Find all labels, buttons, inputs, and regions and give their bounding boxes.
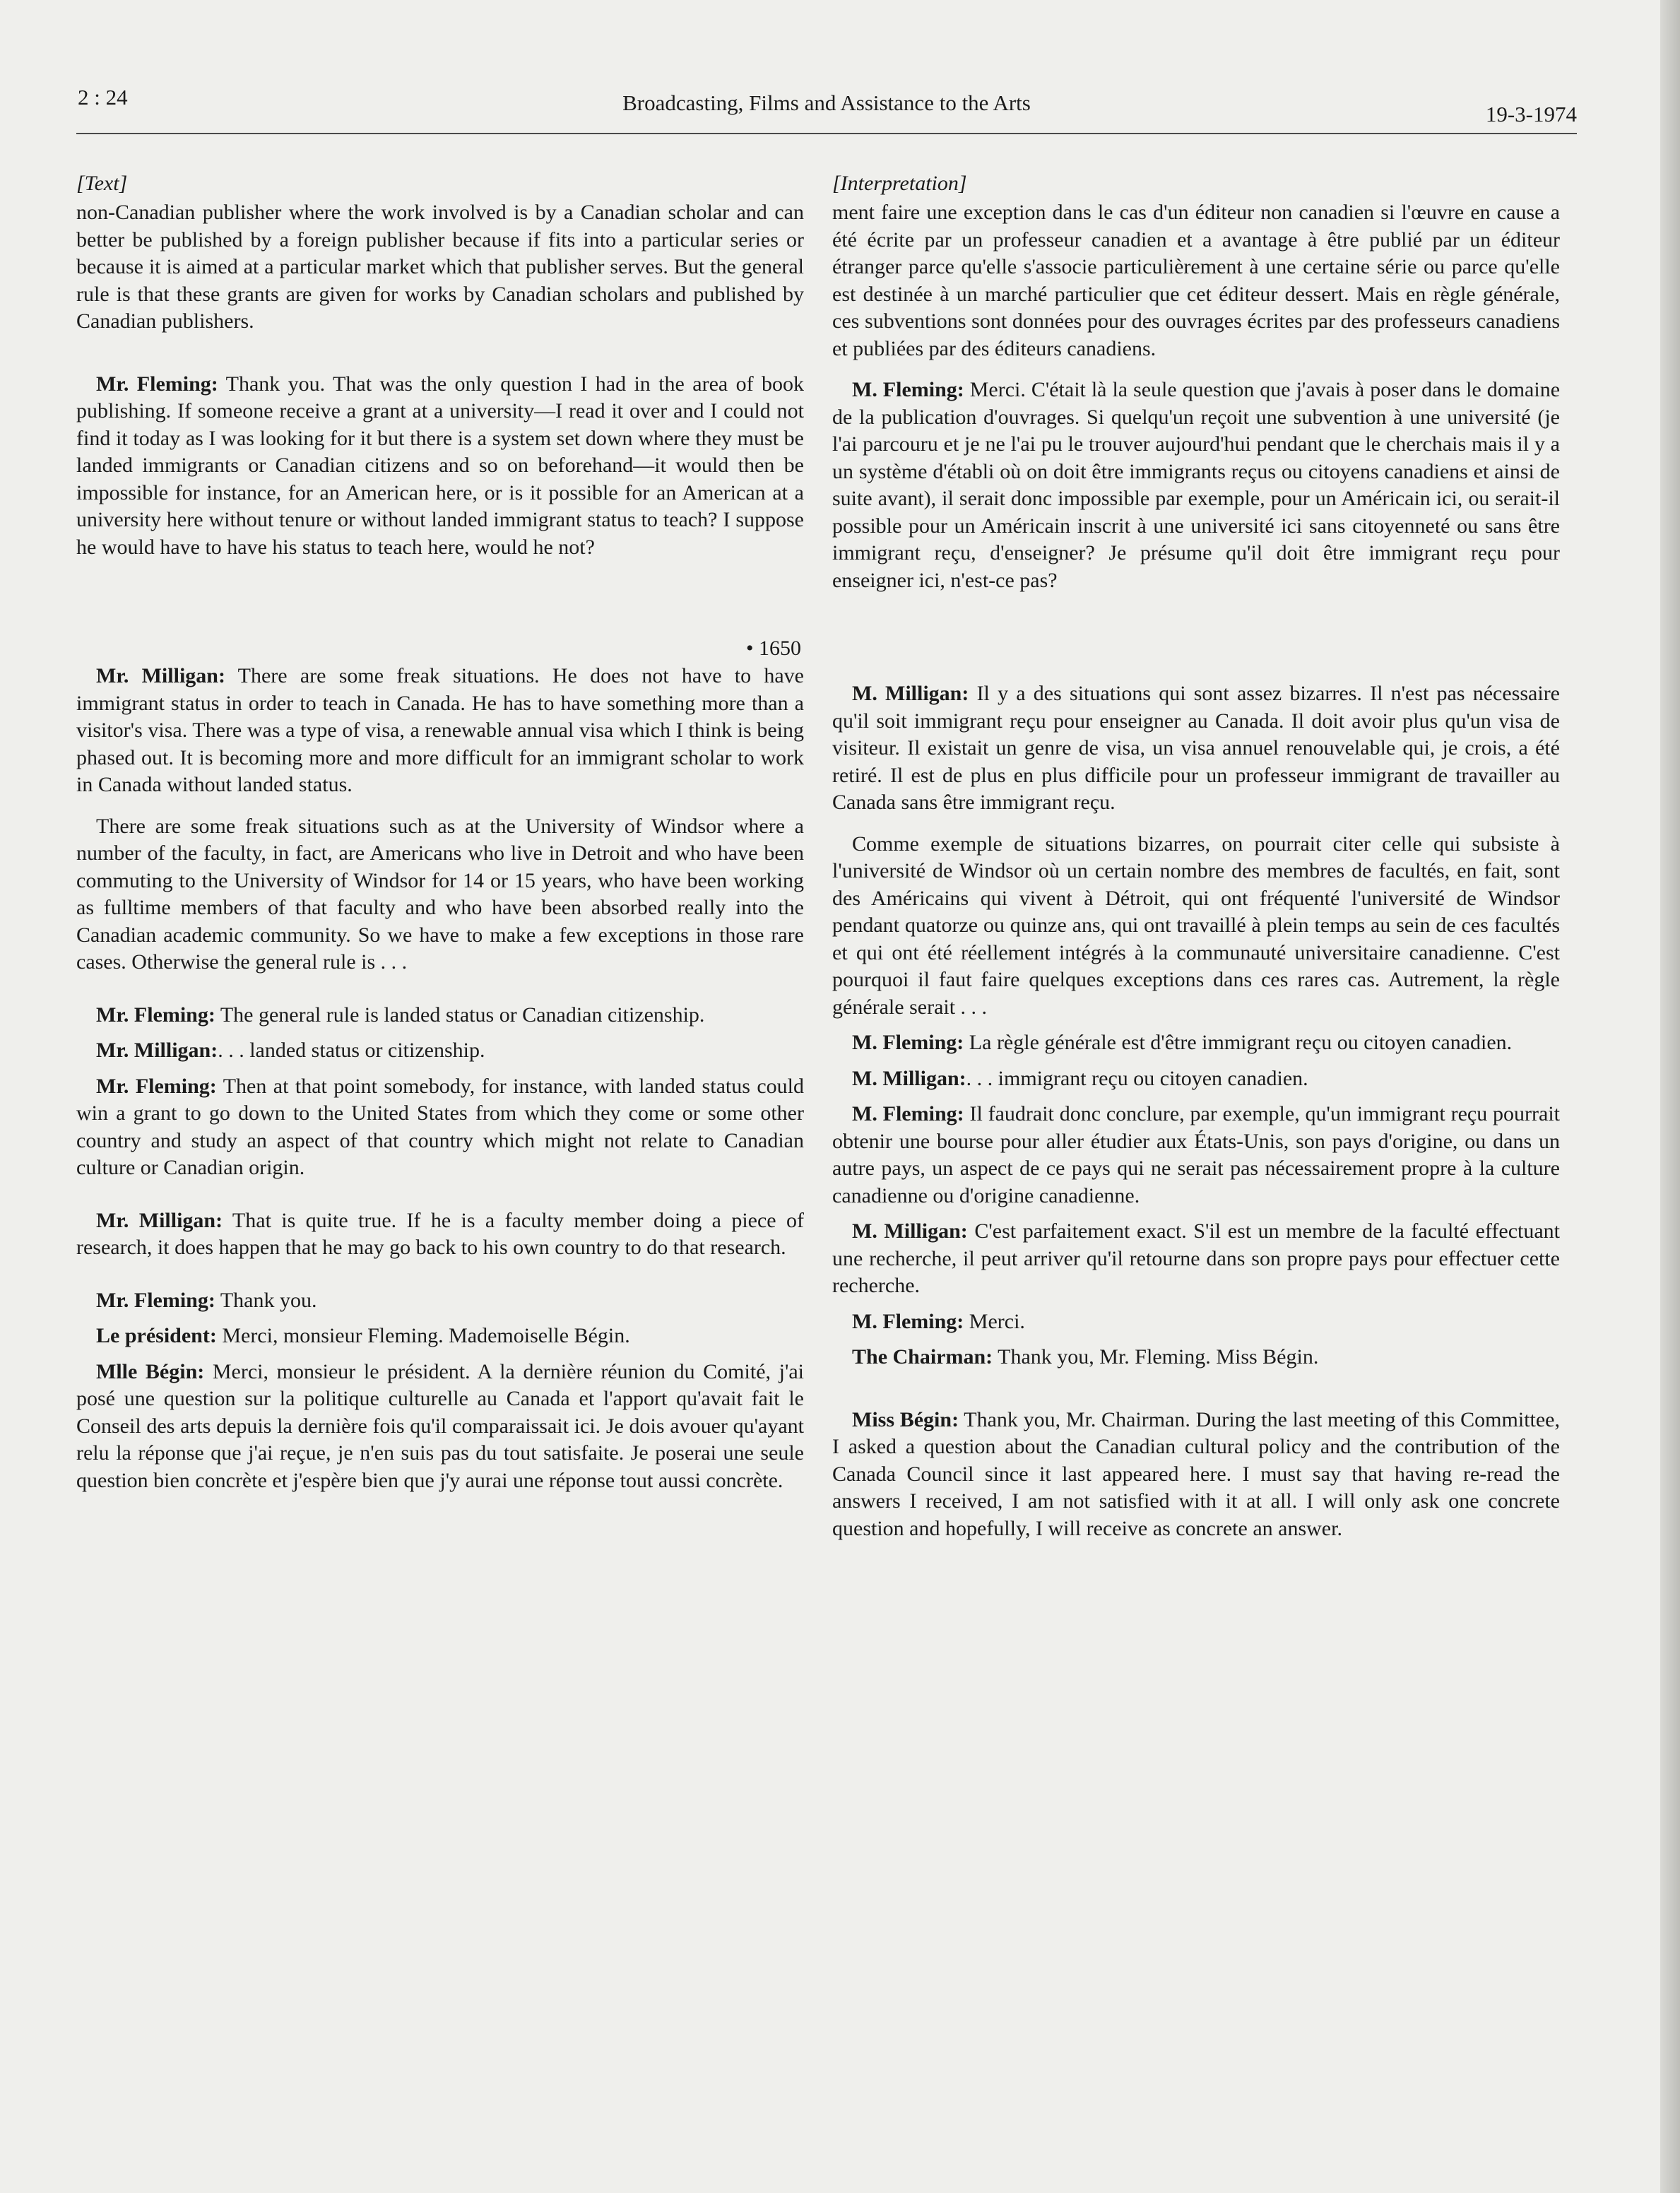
speaker-name: M. Milligan: [852, 682, 969, 705]
speaker-name: Mlle Bégin: [96, 1359, 205, 1383]
paragraph: ment faire une exception dans le cas d'un éditeur non canadien si l'œuvre en cause a été écrite par un professeur canadien et a avantage à être publié par un éditeur étranger parce qu'elle s'associe particulièrement à une certaine série ou parce qu'elle est destinée à un marché particulier que cet éditeur dessert. Mais en règle générale, ces subventions sont données pour des ouvrages écrites par des professeurs canadiens et publiées par des éditeurs canadiens. [832, 201, 1560, 360]
speaker-name: M. Fleming: [852, 378, 964, 401]
speech-paragraph: Mr. Fleming: Thank you. [96, 1288, 317, 1312]
speaker-name: Mr. Milligan: [96, 664, 225, 687]
speaker-name: Mr. Fleming: [96, 372, 218, 396]
column-label: [Interpretation] [832, 172, 967, 195]
speaker-name: Mr. Fleming: [96, 1074, 217, 1098]
right-column-interpretation [832, 170, 1560, 1542]
speaker-name: M. Fleming: [852, 1031, 964, 1054]
speech-paragraph: M. Milligan: C'est parfaitement exact. S'il est un membre de la faculté effectuant une recherche, il peut arriver qu'il retourne dans son propre pays pour effectuer cette recherche. [832, 1219, 1560, 1297]
speaker-name: The Chairman: [852, 1345, 993, 1369]
speaker-name: Mr. Milligan: [96, 1208, 223, 1232]
speech-paragraph: Mr. Fleming: Thank you. That was the only question I had in the area of book publishing. If someone receive a grant at a university—I read it over and I could not find it today as I was looking for it but there is a system set down where they must be landed immigrants or Canadian citizens and so on beforehand—it would then be impossible for instance, for an American here, or is it possible for an American at a university here without tenure or without landed immigrant status to teach? I suppose he would have to have his status to teach here, would he not? [76, 372, 805, 559]
speaker-name: Miss Bégin: [852, 1407, 959, 1431]
speaker-name: M. Milligan: [852, 1219, 968, 1243]
left-column-english [76, 170, 804, 1494]
speech-paragraph: Mr. Fleming: The general rule is landed status or Canadian citizenship. [96, 1003, 705, 1027]
speech-paragraph: Mr. Milligan:. . . landed status or citizenship. [96, 1039, 485, 1062]
speaker-name: M. Fleming: [852, 1309, 964, 1333]
speech-paragraph: Mr. Milligan: There are some freak situations. He does not have to have immigrant status in order to teach in Canada. He has to have something more than a visitor's visa. There was a type of visa, a renewable annual visa which I think is being phased out. It is becoming more and more difficult for an immigrant scholar to work in Canada without landed status. [76, 664, 804, 796]
speech-paragraph: M. Fleming: La règle générale est d'être immigrant reçu ou citoyen canadien. [852, 1031, 1513, 1054]
speaker-name: M. Fleming: [852, 1102, 964, 1125]
page-number: 2 : 24 [78, 85, 128, 110]
speech-paragraph: M. Milligan: Il y a des situations qui sont assez bizarres. Il n'est pas nécessaire qu'il soit immigrant reçu pour enseigner au Canada. Il doit avoir plus qu'un visa de visiteur. Il existait un genre de visa, un visa annuel renouvelable qui, je crois, a été retiré. Il est de plus en plus difficile pour un professeur immigrant de travailler au Canada sans être immigrant reçu. [832, 682, 1560, 814]
header-date: 19-3-1974 [1485, 102, 1577, 126]
page-edge-shadow [1660, 0, 1680, 2193]
speaker-name: Mr. Fleming: [96, 1288, 215, 1312]
speaker-name: Le président: [96, 1324, 217, 1347]
speech-paragraph: M. Fleming: Merci. [852, 1309, 1025, 1333]
header-title: Broadcasting, Films and Assistance to the Arts [622, 90, 1031, 115]
speech-paragraph: M. Milligan:. . . immigrant reçu ou citoyen canadien. [852, 1066, 1308, 1090]
speech-paragraph: Mlle Bégin: Merci, monsieur le président. A la dernière réunion du Comité, j'ai posé une question sur la politique culturelle au Canada et l'apport qu'avait fait le Conseil des arts depuis la dernière fois qu'il comparaissait ici. Je dois avouer qu'ayant relu la réponse que j'ai reçue, je n'en suis pas du tout satisfaite. Je poserai une seule question bien concrète et j'espère bien que j'y aurai une réponse tout aussi concrète. [76, 1359, 805, 1492]
paragraph: non-Canadian publisher where the work involved is by a Canadian scholar and can better be published by a foreign publisher because if fits into a particular series or because it is aimed at a particular market which that publisher serves. But the general rule is that these grants are given for works by Canadian scholars and published by Canadian publishers. [76, 201, 804, 333]
speech-paragraph: Miss Bégin: Thank you, Mr. Chairman. During the last meeting of this Committee, I asked a question about the Canadian cultural policy and the contribution of the Canada Council since it last appeared here. I must say that having re-read the answers I received, I am not satisfied with it at all. I will only ask one concrete question and hopefully, I will receive as concrete an answer. [832, 1407, 1560, 1540]
speaker-name: M. Milligan: [852, 1066, 966, 1090]
paragraph: Comme exemple de situations bizarres, on pourrait citer celle qui subsiste à l'université de Windsor où un certain nombre des membres de facultés, en fait, sont des Américains qui vivent à Détroit, qui ont fréquenté l'université de Windsor pendant quatorze ou quinze ans, qui ont travaillé à plein temps au sein de ces facultés et qui ont été réellement intégrés à la communauté universitaire canadienne. C'est pourquoi il faut faire quelques exceptions dans ces rares cas. Autrement, la règle générale serait . . . [832, 832, 1560, 1019]
speech-paragraph: M. Fleming: Merci. C'était là la seule question que j'avais à poser dans le domaine de la publication d'ouvrages. Si quelqu'un reçoit une subvention à une université (je l'ai parcouru et je ne l'ai pu le trouver aujourd'hui pendant que le cherchais mais il y a un système d'établi où on doit être immigrants reçus ou citoyens canadiens et ainsi de suite avant), il serait donc impossible par exemple, pour un Américain ici, ou serait-il possible pour un Américain inscrit à une université ici sans citoyenneté ou sans être immigrant reçu, d'enseigner? Je présume qu'il doit être immigrant reçu pour enseigner ici, n'est-ce pas? [832, 378, 1561, 592]
speech-paragraph: Le président: Merci, monsieur Fleming. Mademoiselle Bégin. [96, 1324, 630, 1347]
speech-paragraph: M. Fleming: Il faudrait donc conclure, par exemple, qu'un immigrant reçu pourrait obtenir une bourse pour aller étudier aux États-Unis, son pays d'origine, ou dans un autre pays, un aspect de ce pays qui ne serait pas nécessairement propre à la culture canadienne ou d'origine canadienne. [832, 1102, 1560, 1207]
speech-paragraph: Mr. Milligan: That is quite true. If he is a faculty member doing a piece of research, it does happen that he may go back to his own country to do that research. [76, 1208, 804, 1259]
speech-paragraph: Mr. Fleming: Then at that point somebody, for instance, with landed status could win a grant to go down to the United States from which they come or some other country and study an aspect of that country which might not relate to Canadian culture or Canadian origin. [76, 1074, 804, 1179]
speech-paragraph: The Chairman: Thank you, Mr. Fleming. Miss Bégin. [852, 1345, 1319, 1369]
speaker-name: Mr. Fleming: [96, 1003, 215, 1027]
time-marker: • 1650 [745, 637, 801, 660]
column-label: [Text] [76, 172, 128, 195]
paragraph: There are some freak situations such as at the University of Windsor where a number of the faculty, in fact, are Americans who live in Detroit and who have been commuting to the University of Windsor for 14 or 15 years, who have been working as fulltime members of that faculty and who have been absorbed really into the Canadian academic community. So we have to make a few exceptions in those rare cases. Otherwise the general rule is . . . [76, 814, 804, 974]
running-header [76, 83, 1577, 134]
speaker-name: Mr. Milligan: [96, 1039, 218, 1062]
